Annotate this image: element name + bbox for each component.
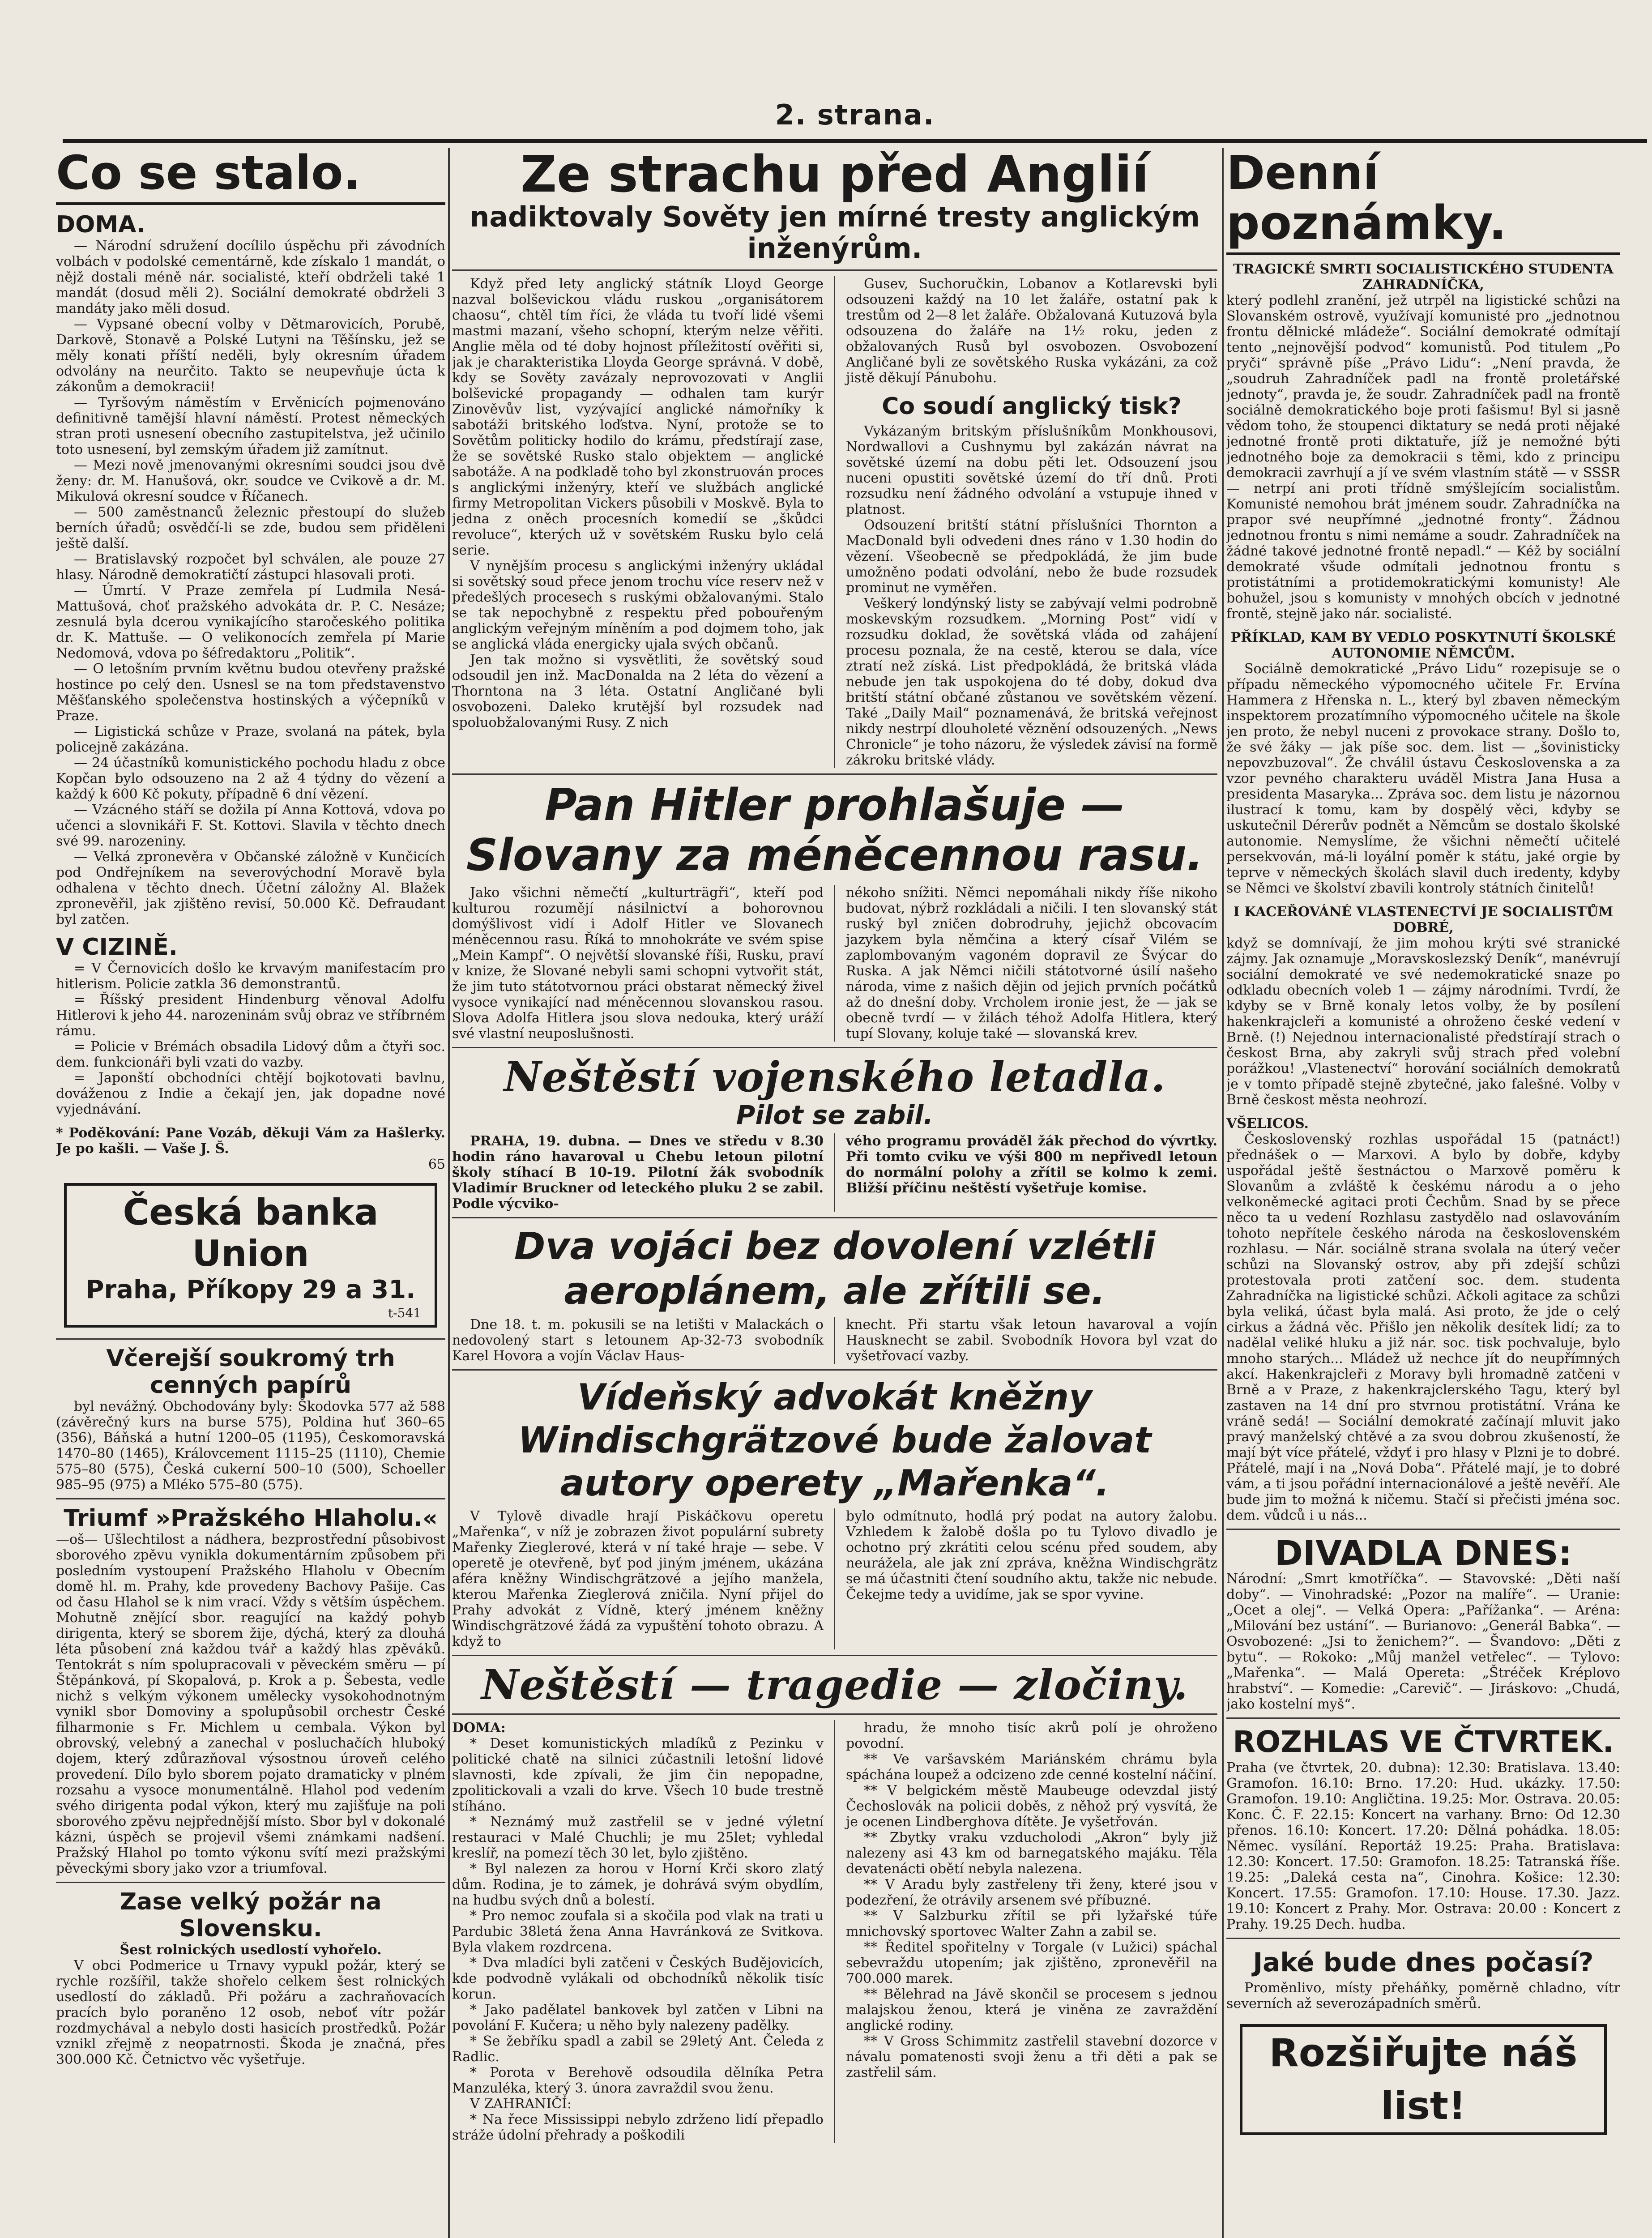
doma-news-item: — Národní sdružení docílilo úspěchu při závodních volbách v podolské cementárně, kde získalo 1 mandát, o nějž dostali méně nár. socialisté, kteří obdrželi také 1 mandát (dosud měli 2). Sociální demokraté obdrželi 3 mandáty jako měli dosud. xyxy=(56,238,445,316)
lead-paragraph: Když před lety anglický státník Lloyd George nazval bolševickou vládu ruskou „organisátorem chaosu“, chtěl tím říci, že vláda tu tvoří lidé všemi mastmi mazaní, všeho schopní, kterým nelze věřiti. Anglie měla od té doby hojnost příležitostí ověřiti si, jak je charakteristika Lloyda George správná. V době, kdy se Sověty zavázaly neprovozovati v Anglii bolševické propagandy — odhalen tam kurýr Zinověvův list, vyzývající anglické námořníky k sabotáži britského loďstva. Nyní, protože se to Sovětům politicky hodilo do krámu, předstírají zase, že se sovětské Rusko stalo objektem — anglické sabotáže. A na podkladě toho byl zkonstruován proces s anglickými inženýry, kteří ve službách anglické firmy Metropolitan Vickers působili v Moskvě. Byla to jedna z oněch procesních komedií se „škůdci revoluce“, kterých už v sovětském Rusku bylo celá serie. xyxy=(452,276,824,558)
tisk-title: Co soudí anglický tisk? xyxy=(882,393,1182,420)
doma-news-item: — Mezi nově jmenovanými okresními soudci jsou dvě ženy: dr. M. Hanušová, okr. soudce ve Cvikově a dr. M. Mikulová okresní soudce v Říčanech. xyxy=(56,457,445,504)
lead-subheadline: nadiktovaly Sověty jen mírné tresty anglickým inženýrům. xyxy=(470,201,1200,265)
neste-item: * Byl nalezen za horou v Horní Krči skoro zlatý dům. Rodina, je to zámek, je dohrává svým obydlím, na hudbu svých dnů a bolestí. xyxy=(452,1861,824,1908)
hitler-left: Jako všichni němečtí „kulturträgři“, kteří pod kulturou rozumějí násilnictví a bohorovnou domýšlivost vidí i Adolf Hitler ve Slovanech méněcennou rasu. Říká to mnohokráte ve svém spise „Mein Kampf“. O největší slovanské říši, Rusku, praví v knize, že Slované nebyli sami schopni vytvořit stát, že jim tuto státotvornou práci obstarat německý živel vysoce vynikající nad méněcennou slovanskou rasou. Slova Adolfa Hitlera jsou slova nedouka, který uráží své vlastní neuposlušnosti. xyxy=(452,885,824,1042)
neste-headline: Neštěstí — tragedie — zločiny. xyxy=(481,1661,1188,1709)
neste-item: * Neznámý muž zastřelil se v jedné výletní restauraci v Malé Chuchli; je mu 25let; vyhledal kreslíř, na pomezí těch 30 let, bylo zjištěno. xyxy=(452,1814,824,1861)
cizina-news-item: = V Černovicích došlo ke krvavým manifestacím pro hitlerism. Policie zatkla 36 demonstrantů. xyxy=(56,961,445,992)
ad-code: t-541 xyxy=(388,1306,421,1320)
note4-text: Československý rozhlas uspořádal 15 (patnáct!) přednášek o — Marxovi. A bylo by dobře, kdyby uspořádal ještě šestnáctou o Marxově poměru k Slovanům a zvláště k českému národu a o jeho velkoněmecké agitaci proti Čechům. Snad by se přece něco ta u vedení Rozhlasu zastydělo nad oslavováním tohoto nepřítele českého národa na československém rozhlasu. — Nár. sociálně strana svolala na úterý večer schůzi na Slovanský ostrov, aby při zdejší schůzi protestovala proti zatčení soc. dem. studenta Zahradníčka na ligistické schůzi. Ačkoli agitace za schůzi byla veliká, účast byla malá. Asi proto, že jde o celý cirkus a žádná věc. Přišlo jen několik desítek lidí; za to nadělal veliké hluku a již nár. soc. tisk pochvaluje, bylo mnoho starých... Mládež už nechce jít do neupřímných akcí. Hakenkrajcleři z Moravy byli hromadně zatčeni v Brně a v Praze, z hakenkrajclerského Tagu, který byl zastaven na 14 dní pro stvrnou protistátní. Vrána ke vráně sedá! — Sociální demokraté začínají mluvit jako pravý manželský chtěvé a za svou dobrou zkušeností, že mají být více přátelé, vždyť i pro hlasy v Plzni je to dobré. Přátelé, mají i na „Nová Doba“. Přátelé mají, je to dobré vám, a ti jsou pořádní internacionálové a ještě nevěří. Ale bude jim to možná k ničemu. Stačí si přečisti jména soc. dem. vůdců i u nás... xyxy=(1226,1132,1620,1523)
hlahol-text: —oš— Ušlechtilost a nádhera, bezprostřední působivost sborového zpěvu vynikla dokumentárním způsobem při posledním vystoupení Pražského Hlaholu v Obecním domě hl. m. Prahy, kde provedeny Bachovy Pašije. Cas od času Hlahol se k nim vrací. Vždy s větším úspěchem. Mohutně znějící sbor. reagující na každý pohyb dirigenta, který se sborem žije, dýchá, který za dlouhá léta působení zná každou tvář a každý hlas zpěváků. Tentokrát s ním spolupracovali v pěveckém směru — pí Štěpánková, pí Skopalová, p. Krok a p. Šebesta, vedle nichž s velkým výkonem umělecky vysokohodnotným vynikl sbor Domoviny a spolupůsobil orchestr České filharmonie s Fr. Michlem u cembala. Výkon byl obrovský, velebný a zanechal v posluchačích hluboký dojem, který zdůrazňoval výsostnou úroveň celého provedení. Dílo bylo sborem pojato dramaticky v plném rozsahu a vysoce monumentálně. Hlahol pod vedením svého dirigenta podal výkon, který mu zajišťuje na poli sborového zpěvu nejpřednější místo. Sbor byl v dokonalé kázni, úspěch se projevil všemi známkami nadšení. Pražský Hlahol po tomto výkonu svítí mezi pražskými pěveckými sbory jako vzor a triumfoval. xyxy=(56,1532,445,1876)
hitler-article xyxy=(452,885,1217,1042)
bank-advertisement xyxy=(64,1183,437,1328)
vojaci-headline: Dva vojáci bez dovolení vzlétli aeroplánem, ale zřítili se. xyxy=(514,1224,1156,1313)
advokat-left: V Tylově divadle hrají Piskáčkovu operetu „Mařenka“, v níž je zobrazen život populární subrety Mařenky Zieglerové, která v ní také hraje — sebe. V operetě je otevřeně, byť pod jiným jménem, ukázána aféra kněžny Windischgrätzové a jejího manžela, kterou Mařenka Zieglerová zničila. Nyní přijel do Prahy advokát z Vídně, který jménem kněžny Windischgrätzové žádá za vypuštění tohoto obrazu. A když to xyxy=(452,1508,824,1649)
rozhlas-text: Praha (ve čtvrtek, 20. dubna): 12.30: Bratislava. 13.40: Gramofon. 16.10: Brno. 17.20: Hud. ukázky. 17.50: Gramofon. 19.10: Angličtina. 19.25: Mor. Ostrava. 20.05: Konc. Č. F. 22.15: Koncert na varhany. Brno: Od 12.30 přenos. 16.10: Koncert. 17.20: Dělná pohádka. 18.05: Němec. vysílání. Reportáž 19.25: Praha. Bratislava: 12.30: Koncert. 17.50: Gramofon. 18.25: Tatranská říše. 19.25: „Daleká cesta na“, Cinohra. Košice: 12.30: Koncert. 17.55: Gramofon. 17.10: House. 17.30. Jazz. 19.10: Koncert z Prahy. Mor. Ostrava: 20.00 : Koncert z Prahy. 19.25 Dech. hudba. xyxy=(1226,1760,1620,1932)
column-notes xyxy=(1226,148,1620,2238)
pocasi-text: Proměnlivo, místy přeháňky, poměrně chladno, vítr severních až severozápadních směrů. xyxy=(1226,1980,1620,2012)
lead-paragraph: Jen tak možno si vysvětliti, že sovětský soud odsoudil jen inž. MacDonalda na 2 léta do vězení a Thorntona na 3 léta. Ostatní Angličané byli osvobozeni. Daleko krutější byl rozsudek nad spoluobžalovanými Rusy. Z nich xyxy=(452,652,824,730)
neste-item: * Dva mladíci byli zatčeni v Českých Budějovicích, kde podvodně vylákali od obchodníků několik tisíc korun. xyxy=(452,1955,824,2002)
note1-text: který podlehl zranění, jež utrpěl na ligistické schůzi na Slovanském ostrově, využívají komunisté pro „jednotnou frontu dělnické mládeže“. Sociální demokraté odmítají tento „nejnovější podvod“ komunistů. Pod titulem „Po pryči“ správně píše „Právo Lidu“: „Není pravda, že „soudruh Zahradníček padl na frontě proletářské jednoty“, pravda je, že soudr. Zahradníček padl na frontě sociálně demokratického boje proti fašismu! Byl si jasně vědom toho, že stoupenci diktatury se nedá proti nějaké jednotné frontě proti diktatuře, jíž je nemožné býti jednotného boje za demokracii s těmi, kdo z principu demokracii zavrhují a jí ve svém vlastním státě — v SSSR — netrpí ani proti třídně smýšlejícím socialistům. Komunisté nemohou brát jménem soudr. Zahradníčka na prapor své neupřímné „jednotné fronty“. Žádnou jednotnou frontu s nimi nemáme a soudr. Zahradníček na žádné takové jednotné frontě nepadl.“ — Kéž by sociální demokraté všude odmítali jednotnou frontu s protistátními a protidemokratickými komunisty! Ale bohužel, jsou s komunisty v mnohých obcích v jednotné frontě, stejně jako nár. socialisté. xyxy=(1226,293,1620,622)
note2-text: Sociálně demokratické „Právo Lidu“ rozepisuje se o případu německého výpomocného učitele Fr. Ervína Hammera z Hřenska n. L., který byl zbaven německým inspektorem prozatímního výpomocného učitele na škole jen proto, že nebyl nuceni z provokace strany. Došlo to, že své žáky — jak píše soc. dem. list — „šovinisticky nepovzbuzoval“. Že chválil ústavu Československa a za vzor pevného charakteru uváděl Mistra Jana Husa a presidenta Masaryka... Zpráva soc. dem listu je názornou ilustrací k tomu, kam by dospělý věci, kdyby se uskutečnil Dérerův podnět a Němcům se dostalo školské autonomie. Nemyslíme, že všichni němečtí učitelé persekvován, má-li loyální poměr k státu, jaké orgie by teprve v německých školách slavil duch iredenty, kdyby se Němci ve školství zbavili kontroly státních činitelů! xyxy=(1226,661,1620,896)
neste-item: ** Ve varšavském Mariánském chrámu byla spáchána loupež a odcizeno zde cenné kostelní náčiní. xyxy=(846,1751,1217,1783)
neste-item: ** V Aradu byly zastřeleny tři ženy, které jsou v podezření, že otrávily arsenem své příbuzné. xyxy=(846,1877,1217,1908)
lead-paragraph: Gusev, Suchoručkin, Lobanov a Kotlarevski byli odsouzeni každý na 10 let žaláře, ostatní pak k trestům od 2—8 let žaláře. Obžalovaná Kutuzová byla odsouzena do žaláře na 1½ roku, jeden z obžalovaných Rusů byl osvobozen. Osvobození Angličané byli ze sovětského Ruska vykázáni, za což jistě děkují Pánubohu. xyxy=(846,276,1217,386)
thanks-note: * Poděkování: Pane Vozáb, děkuji Vám za Hašlerky. Je po kašli. — Vaše J. Š. xyxy=(56,1125,445,1157)
letadlo-right: vého programu prováděl žák přechod do vývrtky. Při tomto cviku ve výši 800 m nepřivedl letoun do normální polohy a zřítil se kolmo k zemi. Bližší příčinu neštěstí vyšetřuje komise. xyxy=(846,1133,1217,1196)
tisk-paragraph: Vykázaným britským příslušníkům Monkhousovi, Nordwallovi a Cushnymu byl zakázán návrat na sovětské území na dobu pěti let. Odsouzení jsou nuceni opustiti sovětské území do tří dnů. Proti rozsudku není žádného odvolání a vstupuje ihned v platnost. xyxy=(846,423,1217,517)
neste-item: ** V Gross Schimmitz zastřelil stavební dozorce v návalu pomatenosti svoji ženu a tři děti a pak se zastřelil sám. xyxy=(846,2033,1217,2080)
cizina-news-item: = Policie v Brémách obsadila Lidový dům a čtyři soc. dem. funkcionáři byli vzati do vazby. xyxy=(56,1039,445,1070)
title-rule xyxy=(56,202,445,205)
fire-subtitle: Šest rolnických usedlostí vyhořelo. xyxy=(120,1942,382,1958)
neste-item: ** Bělehrad na Jávě skončil se procesem s jednou malajskou ženou, která je viněna ze zavraždění anglické rodiny. xyxy=(846,1986,1217,2033)
neste-item: * Porota v Berehově odsoudila dělníka Petra Manzuléka, který 3. února zavraždil svou ženu. xyxy=(452,2065,824,2096)
header-rule xyxy=(63,139,1647,143)
lead-article-left xyxy=(452,276,824,768)
title-rule-3 xyxy=(1226,252,1620,255)
doma-news-item: — Tyršovým náměstím v Ervěnicích pojmenováno definitivně tamější hlavní náměstí. Protest německých stran proti usnesení obecního zastupitelstva, jež učinilo toto usnesení, byl zemským úřadem již zamítnut. xyxy=(56,395,445,457)
lead-paragraph: V nynějším procesu s anglickými inženýry ukládal si sovětský soud přece jenom trochu více reserv než v předešlých procesech s ruskými obžalovanými. Stalo se tak nepochybně z respektu před pobouřeným anglickým veřejným míněním a pod dojmem toho, jak se anglická vláda energicky ujala svých občanů. xyxy=(452,558,824,652)
bank-name: Česká banka Union xyxy=(123,1192,379,1274)
pocasi-title: Jaké bude dnes počasí? xyxy=(1253,1947,1594,1977)
neste-item: * Jako padělatel bankovek byl zatčen v Libni na povolání F. Kučera; u něho byly nalezeny padělky. xyxy=(452,2002,824,2033)
note1-title: TRAGICKÉ SMRTI SOCIALISTICKÉHO STUDENTA ZAHRADNÍČKA, xyxy=(1233,261,1614,293)
neste-item: * Se žebříku spadl a zabil se 29letý Ant. Čeleda z Radlic. xyxy=(452,2033,824,2065)
advokat-article xyxy=(452,1508,1217,1649)
hlahol-title: Triumf »Pražského Hlaholu.« xyxy=(64,1505,438,1532)
cizina-news-item: = Říšský president Hindenburg věnoval Adolfu Hitlerovi k jeho 44. narozeninám svůj obraz ve stříbrném rámu. xyxy=(56,992,445,1039)
note2-title: PŘÍKLAD, KAM BY VEDLO POSKYTNUTÍ ŠKOLSKÉ AUTONOMIE NĚMCŮM. xyxy=(1230,630,1616,661)
page-number: 2. strana. xyxy=(775,98,935,131)
cizina-label: V CIZINĚ. xyxy=(56,934,178,961)
bank-address: Praha, Příkopy 29 a 31. xyxy=(85,1275,416,1304)
neste-item: ** V Salzburku zřítil se při lyžařské túře mnichovský sportovec Walter Zahn a zabil se. xyxy=(846,1908,1217,1939)
tisk-paragraph: Odsouzení britští státní příslušníci Thornton a MacDonald byli odvedeni dnes ráno v 1.30 hodin do vězení. Všeobecně se předpokládá, že jim bude umožněno podati odvolání, nebo že bude rozsudek prominut ne vyměřen. xyxy=(846,517,1217,596)
cizina-news-list xyxy=(56,961,445,1117)
advokat-headline: Vídeňský advokát kněžny Windischgrätzové bude žalovat autory operety „Mařenka“. xyxy=(518,1376,1152,1504)
divadla-text: Národní: „Smrt kmotříčka“. — Stavovské: „Děti naší doby“. — Vinohradské: „Pozor na malíře“. — Uranie: „Ocet a olej“. — Velká Opera: „Pařížanka“. — Aréna: „Milování bez ustání“. — Burianovo: „Generál Babka“. — Osvobozené: „Jsi to ženichem?“. — Švandovo: „Děti z bytu“. — Rokoko: „Můj manžel vetřelec“. — Tylovo: „Mařenka“. — Malá Opereta: „Štréček Kréplovo hrabství“. — Komedie: „Carevič“. — Jiráskovo: „Chudá, jako kostelní myš“. xyxy=(1226,1571,1620,1712)
neste-item: ** V belgickém městě Maubeuge odevzdal jistý Čechoslovák na policii doběs, z něhož prý vysvítá, že je ocenen Lindberghova dítěte. Je vyšetřován. xyxy=(846,1783,1217,1830)
neste-item: V ZAHRANIČÍ: xyxy=(470,2096,572,2112)
note3-title: I KACEŘOVÁNÉ VLASTENECTVÍ JE SOCIALISTŮM DOBRÉ, xyxy=(1233,904,1614,935)
hitler-headline: Pan Hitler prohlašuje — Slovany za méněcennou rasu. xyxy=(466,780,1204,881)
letadlo-left: PRAHA, 19. dubna. — Dnes ve středu v 8.30 hodin ráno havaroval u Chebu letoun pilotní školy stíhací B 10-19. Pilotní žák svobodník Vladimír Bruckner od leteckého pluku 2 se zabil. Podle výcviko- xyxy=(452,1133,824,1212)
neste-item: ** Ředitel spořitelny v Torgale (v Lužici) spáchal sebevraždu utopením; jak zjištěno, zpronevěřil na 700.000 marek. xyxy=(846,1939,1217,1986)
market-text: byl nevážný. Obchodovány byly: Škodovka 577 až 588 (závěrečný kurs na burse 575), Poldina huť 360–65 (356), Báňská a hutní 1200–05 (1195), Českomoravská 1470–80 (1465), Královcement 1115–25 (1110), Chemie 575–80 (575), Česká cukerní 500–10 (500), Schoeller 985–95 (975) a Mléko 575–80 (575). xyxy=(56,1399,445,1493)
doma-news-item: — Vzácného stáří se dožila pí Anna Kottová, vdova po učenci a slovnikáři F. St. Kottovi. Slavila v těchto dnech své 99. narozeniny. xyxy=(56,802,445,849)
letadlo-headline: Neštěstí vojenského letadla. xyxy=(504,1053,1166,1101)
divadla-title: DIVADLA DNES: xyxy=(1274,1533,1572,1573)
thanks-number: 65 xyxy=(428,1157,445,1172)
doma-news-item: — Bratislavský rozpočet byl schválen, ale pouze 27 hlasy. Národně demokratičtí zástupci hlasovali proti. xyxy=(56,551,445,583)
fire-title: Zase velký požár na Slovensku. xyxy=(120,1888,382,1942)
neste-item: * Pro nemoc zoufala si a skočila pod vlak na trati u Pardubic 38letá žena Anna Havránková ze Svitkova. Byla vlakem rozdrcena. xyxy=(452,1908,824,1955)
lead-article-right xyxy=(846,276,1217,768)
letadlo-article xyxy=(452,1133,1217,1212)
neste-item: hradu, že mnoho tisíc akrů polí je ohroženo povodní. xyxy=(846,1720,1217,1751)
vojaci-right: knecht. Při startu však letoun havaroval a vojín Hausknecht se zabil. Svobodník Hovora byl vzat do vyšetřovací vazby. xyxy=(846,1317,1217,1364)
doma-label: DOMA. xyxy=(56,211,146,238)
doma-news-item: — 24 účastníků komunistického pochodu hladu z obce Kopčan bylo odsouzeno na 2 až 4 týdny do vězení a každý k 600 Kč pokuty, případně 6 dní vězení. xyxy=(56,755,445,802)
note3-text: když se domnívají, že jim mohou krýti své stranické zájmy. Jak oznamuje „Moravskoslezský Deník“, manévrují sociální demokraté ve své nedemokratické snaze po odkladu obecních voleb 1 — zájmy národními. Tvrdí, že kdyby se v Brně konaly letos volby, že by posílení hakenkrajcleři a komunisté a ohroženo české vedení v Brně. (!) Nejednou internacionalisté předstírají strach o českost Brna, aby zakryli svůj strach před volební porážkou! „Vlastenectví“ horování sociálních demokratů je v tomto případě stejně zbytečné, jako falešné. Volby v Brně českost města neohrozí. xyxy=(1226,935,1620,1108)
lead-headline: Ze strachu před Anglií xyxy=(520,148,1149,204)
doma-news-item: — O letošním prvním květnu budou otevřeny pražské hostince po celý den. Usnesl se na tom představenstvo Měšťanského společenstva hostinských a výčepníků v Praze. xyxy=(56,661,445,724)
subscribe-banner: Rozšiřujte náš list! xyxy=(1240,2024,1607,2135)
advokat-right: bylo odmítnuto, hodlá prý podat na autory žalobu. Vzhledem k žalobě došla po tu Tylovo divadlo je ochotno prý zkrátiti celou scénu před soudem, aby neurážela, ale jak zní zpráva, kněžna Windischgrätz se má účastniti čtení soudního aktu, takže nic nebude. Čekejme tedy a uvidíme, jak se spor vyvine. xyxy=(846,1508,1217,1602)
neste-item: ** Zbytky vraku vzducholodi „Akron“ byly již nalezeny asi 43 km od barnegatského majáku. Těla devatenácti obětí nebyla nalezena. xyxy=(846,1830,1217,1877)
vojaci-article xyxy=(452,1317,1217,1364)
doma-news-list xyxy=(56,238,445,927)
hitler-right: nékoho snížiti. Němci nepomáhali nikdy říše nikoho budovat, nýbrž rozkládali a ničili. I ten slovanský stát ruský byl zničen dobrodruhy, jejichž obcovacím jazykem byla němčina a který císař Vilém se zaplombovaným vagoném dopravil ze Švýcar do Ruska. A jak Němci ničili státotvorné úsilí našeho národa, vime z našich dějin od jejich prvních počátků až do dnešní doby. Vrcholem ironie jest, že — jak se obecně tvrdí — v žilách téhož Adolfa Hitlera, který tupí Slovany, koluje také — slovanská krev. xyxy=(846,885,1217,1042)
market-title: Včerejší soukromý trh cenných papírů xyxy=(106,1345,395,1399)
rozhlas-title: ROZHLAS VE ČTVRTEK. xyxy=(1233,1725,1614,1759)
neste-article xyxy=(452,1720,1217,2143)
column-news xyxy=(56,148,445,2238)
lead-article xyxy=(452,276,1217,768)
section-title-denni-poznamky: Denní poznámky. xyxy=(1226,148,1507,250)
neste-item: * Deset komunistických mladíků z Pezinku v politické chatě na silnici zúčastnili letošní lidové slavnosti, kde zpívali, že jim čin nepopadne, zpolitickovali a vzali do krve. Všech 10 bude trestně stíháno. xyxy=(452,1736,824,1814)
vojaci-left: Dne 18. t. m. pokusili se na letišti v Malackách o nedovolený start s letounem Ap-32-73 svobodník Karel Hovora a vojín Václav Haus- xyxy=(452,1317,824,1364)
column-main xyxy=(452,148,1217,2238)
doma-news-item: — Ligistická schůze v Praze, svolaná na pátek, byla policejně zakázána. xyxy=(56,724,445,755)
doma-news-item: — Vypsané obecní volby v Dětmarovicích, Porubě, Darkově, Stonavě a Polské Lutyni na Těšínsku, jež se měly konati příští neděli, byly okresním úřadem odvolány na neurčito. Takto se neupevňuje úcta k zákonům a demokracii! xyxy=(56,316,445,395)
doma-news-item: — Velká zpronevěra v Občanské záložně v Kunčicích pod Ondřejníkem na severovýchodní Moravě byla odhalena v těchto dnech. Účetní záložny Al. Blažek zpronevěřil, jak zjištěno revisí, 50.000 Kč. Defraudant byl zatčen. xyxy=(56,849,445,927)
cizina-news-item: = Japonští obchodníci chtějí bojkotovati bavlnu, dováženou z Indie a čekají jen, jak dopadne nové vyjednávání. xyxy=(56,1070,445,1117)
doma-news-item: — 500 zaměstnanců železnic přestoupí do služeb berních úřadů; osvědčí-li se zde, budou sem přiděleni ještě další. xyxy=(56,504,445,551)
section-title-co-se-stalo: Co se stalo. xyxy=(56,148,361,200)
fire-text: V obci Podmerice u Trnavy vypukl požár, který se rychle rozšířil, takže shořelo celkem šest rolnických usedlostí do základů. Při požáru a zachraňovacích pracích bylo poraněno 12 osob, neboť vítr požár rozdmychával a nebylo dosti hasicích prostředků. Požár vznikl zřejmě z neopatrnosti. Škoda je značná, přes 300.000 Kč. Četnictvo věc vyšetřuje. xyxy=(56,1958,445,2067)
doma-news-item: — Úmrtí. V Praze zemřela pí Ludmila Nesá-Mattušová, choť pražského advokáta dr. P. C. Nesáze; zesnulá byla dcerou vynikajícího staročeského politika dr. K. Mattuše. — O velikonocích zemřela pí Marie Nedomová, vdova po šéfredaktoru „Politik“. xyxy=(56,583,445,661)
note4-title: VŠELICOS. xyxy=(1226,1116,1309,1132)
neste-item: * Na řece Mississippi nebylo zdrženo lidí přepadlo stráže údolní přehrady a poškodili xyxy=(452,2112,824,2143)
tisk-paragraph: Veškerý londýnský listy se zabývají velmi podrobně moskevským rozsudkem. „Morning Post“ vidí v rozsudku doklad, že sovětská vláda od zahájení procesu poznala, že na cestě, kterou se dala, více ztratí než získá. List předpokládá, že britská vláda nebude jen tak uspokojena do té doby, dokud dva britští státní občané zůstanou ve sovětském vězení. Také „Daily Mail“ poznamenává, že britská veřejnost nikdy nestrpí dlouholeté věznění odsouzených. „News Chronicle“ je toho názoru, že výsledek závisí na formě zákroku britské vlády. xyxy=(846,596,1217,768)
neste-doma-label: DOMA: xyxy=(452,1720,506,1736)
column-divider-1 xyxy=(448,148,450,2238)
column-divider-2 xyxy=(1222,148,1224,2238)
letadlo-sub: Pilot se zabil. xyxy=(736,1100,934,1130)
